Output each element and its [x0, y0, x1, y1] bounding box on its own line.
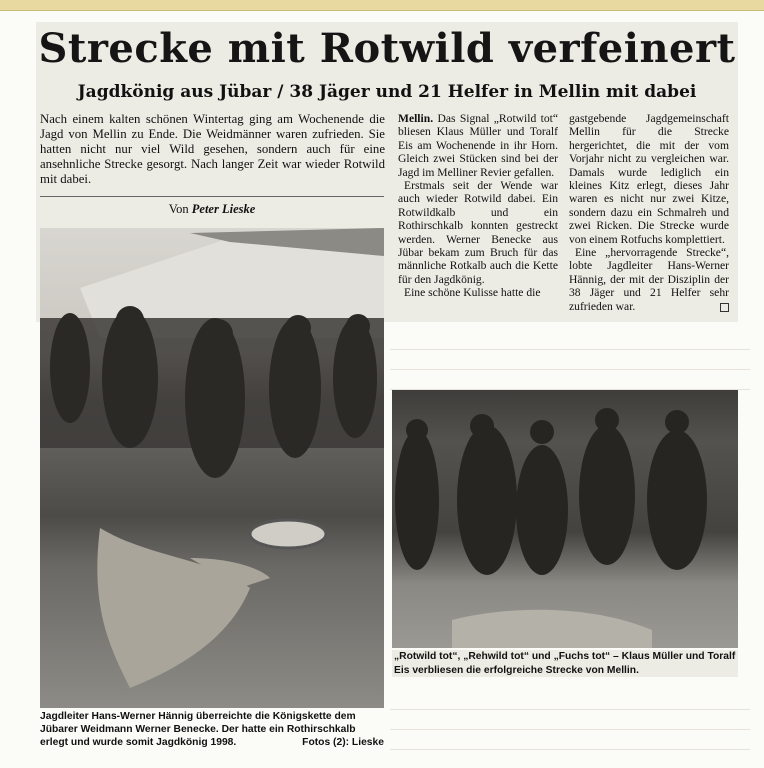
photo-caption-right: „Rotwild tot“, „Rehwild tot“ und „Fuchs tot“ – Klaus Müller und Toralf Eis verbliesen die erfolgreiche Strecke von Mellin. — [392, 650, 738, 677]
paragraph: Eine schöne Kulisse hatte die — [404, 286, 541, 300]
photo-caption-left — [40, 710, 384, 749]
caption-text: Jagdleiter Hans-Werner Hännig überreichte die Königskette dem Jübarer Weidmann Werner Benecke. Der hatte ein Rothirschkalb erlegt und wurde somit Jagdkönig 1998. — [40, 711, 356, 748]
paragraph — [569, 246, 729, 313]
ruled-background — [390, 330, 750, 390]
end-mark-icon — [720, 303, 729, 312]
subheadline: Jagdkönig aus Jübar / 38 Jäger und 21 Helfer in Mellin mit dabei — [77, 82, 697, 102]
byline — [40, 202, 384, 217]
paragraph — [398, 112, 558, 179]
paragraph: Erstmals seit der Wende war auch wieder Rotwild dabei. Ein Rotwildkalb und ein Rothirschkalb konnten gestreckt werden. Werner Benecke aus Jübar bekam zum Bruch für das männliche Rotkalb auch die Kette für den Jagdkönig. — [398, 179, 558, 286]
divider — [40, 196, 384, 197]
photo-credit: Fotos (2): Lieske — [302, 737, 384, 748]
article-column-1 — [398, 112, 558, 300]
paragraph-text: Das Signal „Rotwild tot“ bliesen Klaus Müller und Toralf Eis am Wochenende in ihr Horn. Gleich zwei Stücken sind bei der Jagd im Melliner Revier gefallen. — [398, 112, 559, 179]
top-border — [0, 0, 764, 11]
dateline: Mellin. — [398, 112, 434, 125]
photo-hunting-party — [392, 390, 738, 648]
intro-paragraph: Nach einem kalten schönen Wintertag ging am Wochenende die Jagd von Mellin zu Ende. Die Weidmänner waren zufrieden. Sie hatten nicht nur viel Wild gesehen, sondern auch für eine ansehnliche Strecke gesorgt. Nach langer Zeit war wieder Rotwild mit dabei. — [40, 112, 385, 186]
paragraph: gastgebende Jagdgemeinschaft Mellin für die Strecke hergerichtet, die mit der vom Vorjahr nicht zu vergleichen war. Damals wurde lediglich ein kleines Kitz erlegt, dieses Jahr waren es nicht nur zwei Kitze, sondern dazu ein Schmalreh und zwei Ricken. Die Strecke wurde von einem Rotfuchs komplettiert. — [569, 112, 729, 246]
headline: Strecke mit Rotwild verfeinert — [38, 25, 736, 72]
article-column-2 — [569, 112, 729, 313]
byline-author: Peter Lieske — [191, 202, 256, 216]
paragraph-text: Eine „hervorragende Strecke“, lobte Jagdleiter Hans-Werner Hännig, der mit der Disziplin der 38 Jäger und 21 Helfer sehr zufrieden war. — [569, 246, 729, 313]
ruled-background — [390, 690, 750, 760]
photo-kings-chain — [40, 228, 384, 708]
byline-prefix: Von — [168, 202, 189, 216]
